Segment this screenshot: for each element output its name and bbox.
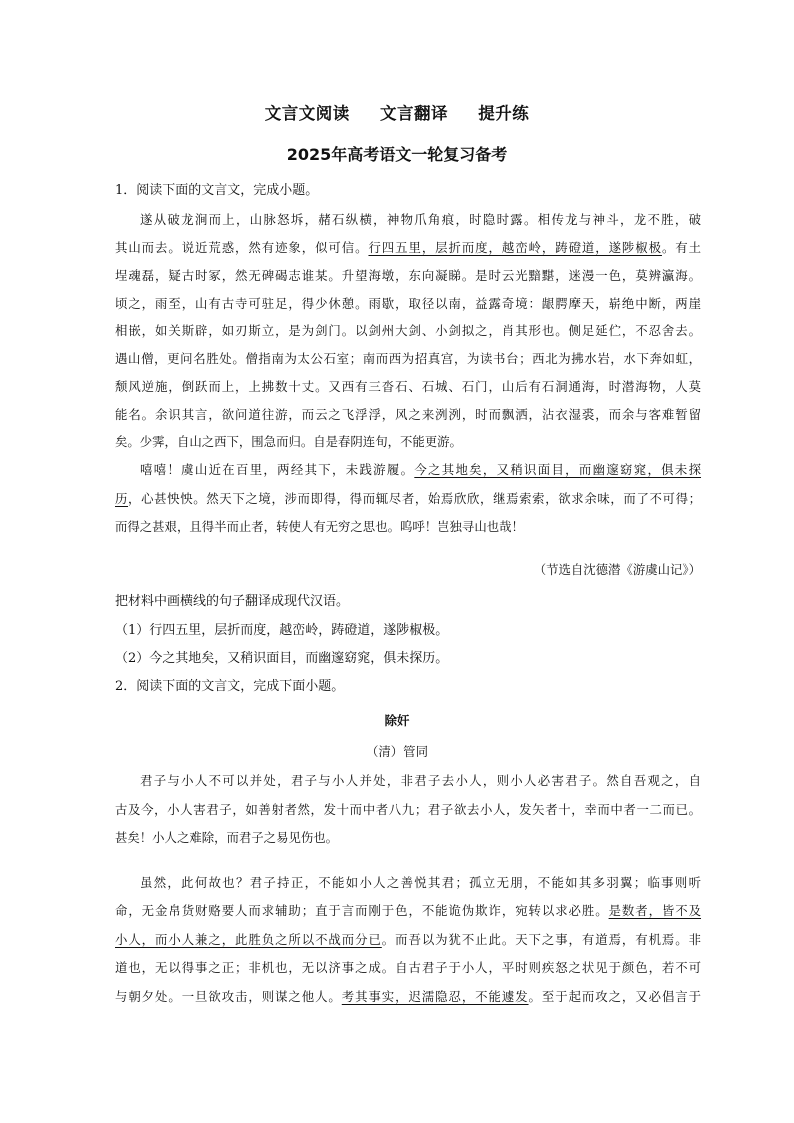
passage-line: 埕魂磊，疑古时冢，然无碑碣志谁某。升望海墩，东向凝睇。是时云光黯黮，迷漫一色，莫辨瀛海。 (115, 268, 701, 283)
passage-line: 能名。余识其言，欲问道往游，而云之飞浮浮，风之来洌洌，时而飘洒，沾衣湿裘，而余与客难暂留 (115, 407, 701, 422)
passage-line: 遇山僧，更问名胜处。僧指南为太公石室；南而西为招真宫，为读书台；西北为拂水岩，水下奔如虹， (115, 351, 701, 366)
passage-line: 嘻嘻！虞山近在百里，两经其下，未践游履。今之其地矣，又稍识面目，而幽邃窈窕，俱未探 (140, 462, 702, 477)
passage-line: 相嵌，如关斯辟，如刃斯立，是为剑门。以剑州大剑、小剑拟之，肖其形也。侧足延伫，不忍舍去。 (115, 323, 701, 338)
title-part: 文言翻译 (380, 104, 448, 123)
question-1-prompt: 1．阅读下面的文言文，完成小题。 (115, 183, 319, 198)
passage-line: 遂从破龙涧而上，山脉怒坼，赭石纵横，神物爪角痕，时隐时露。相传龙与神斗，龙不胜，破 (140, 212, 701, 227)
passage-line: 命，无金帛货财赂要人而求辅助；直于言而刚于色，不能诡伪欺诈，宛转以求必胜。是数者，皆不及 (115, 903, 702, 918)
passage-line: 其山而去。说近荒惑，然有迹象，似可信。行四五里，层折而度，越峦岭，踌磴道，遂陟椒极。有土 (115, 240, 702, 255)
passage-line: 颓风逆施，倒跃而上，上拂数十丈。又西有三沓石、石城、石门，山后有石洞通海，时潜海物，人莫 (115, 379, 701, 394)
underlined-sentence: 行四五里，层折而度，越峦岭，踌磴道，遂陟椒极 (368, 240, 662, 255)
passage-line: 小人，而小人兼之，此胜负之所以不战而分已。而吾以为犹不止此。天下之事，有道焉，有机焉。非 (115, 932, 702, 947)
passage-line: 历，心甚怏怏。然天下之境，涉而即得，得而辄尽者，始焉欣欣，继焉索索，欲求余味，而了不可得； (115, 491, 702, 506)
passage-line: 君子与小人不可以并处，君子与小人并处，非君子去小人，则小人必害君子。然自吾观之，自 (140, 773, 701, 788)
underlined-sentence: 小人，而小人兼之，此胜负之所以不战而分已 (115, 932, 382, 947)
underlined-sentence: 是数者，皆不及 (608, 903, 702, 918)
underlined-sentence: 历 (115, 491, 129, 506)
passage-line: 与朝夕处。一旦欲攻击，则谋之他人。考其事实，迟濡隐忍，不能遽发。至于起而攻之，又必倡言于 (115, 989, 702, 1004)
passage-line: 矣。少霁，自山之西下，围急而归。自是春阴连旬，不能更游。 (115, 434, 462, 449)
document-subtitle: 2025年高考语文一轮复习备考 (286, 145, 508, 164)
underlined-sentence: 今之其地矣，又稍识面目，而幽邃窈窕，俱未探 (414, 462, 702, 477)
passage-title: 除奸 (384, 713, 410, 728)
title-part: 文言文阅读 (264, 104, 350, 123)
document-title (0, 100, 794, 124)
translation-item-2: （2）今之其地矣，又稍识面目，而幽邃窈窕，俱未探历。 (115, 651, 449, 666)
title-part: 提升练 (478, 104, 530, 123)
passage-line: 甚矣！小人之难除，而君子之易见伤也。 (115, 830, 339, 845)
passage-line: 道也，无以得事之正；非机也，无以济事之成。自古君子于小人，平时则疾怒之状见于颜色，若不可 (115, 960, 701, 975)
passage-line: 顷之，雨至，山有古寺可驻足，得少休憩。雨歇，取径以南，益露奇境：龈腭摩天，崭绝中断，两崖 (115, 296, 701, 311)
question-2-prompt: 2．阅读下面的文言文，完成下面小题。 (115, 679, 345, 694)
passage-line: 虽然，此何故也？君子持正，不能如小人之善悦其君；孤立无朋，不能如其多羽翼；临事则听 (140, 875, 701, 890)
passage-author: （清）管同 (366, 744, 428, 759)
instruction: 把材料中画横线的句子翻译成现代汉语。 (115, 594, 350, 609)
underlined-sentence: 考其事实，迟濡隐忍，不能遽发 (341, 989, 529, 1004)
passage-line: 古及今，小人害君子，如善射者然，发十而中者八九；君子欲去小人，发矢者十，幸而中者一二而已。 (115, 802, 701, 817)
translation-item-1: （1）行四五里，层折而度，越峦岭，踌磴道，遂陟椒极。 (115, 623, 449, 638)
passage-line: 而得之甚艰，且得半而止者，转使人有无穷之思也。呜呼！岂独寻山也哉！ (115, 519, 524, 534)
passage-source: （节选自沈德潜《游虞山记》） (533, 562, 701, 577)
